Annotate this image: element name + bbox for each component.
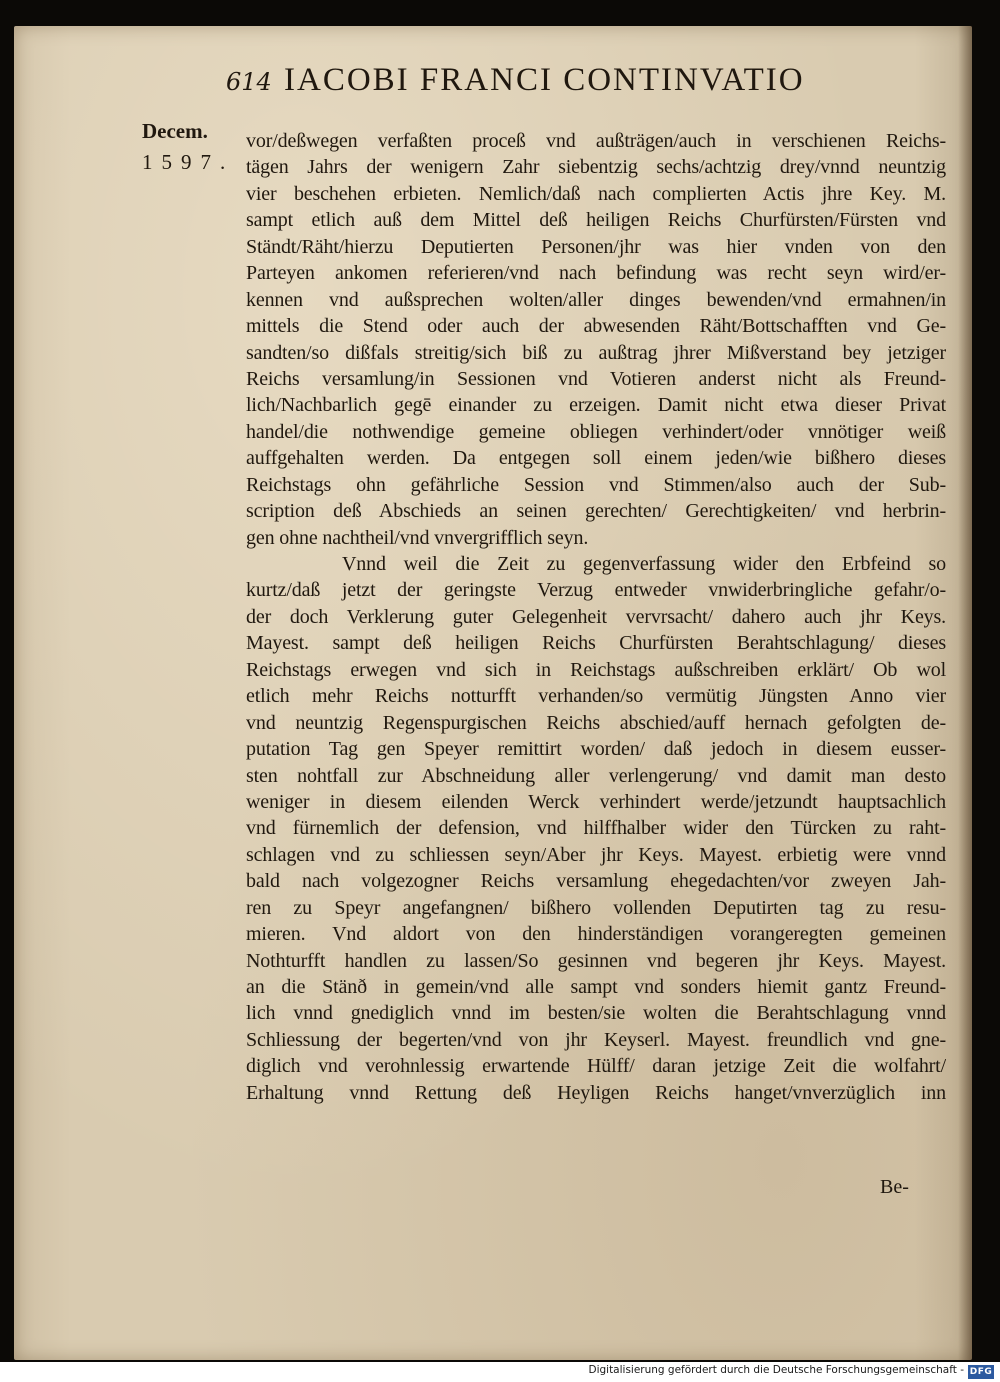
margin-year: 1597. <box>142 150 235 174</box>
text-line: diglich vnd verohnlessig erwartende Hülff/ daran jetzige Zeit die wolfahrt/ <box>246 1055 946 1078</box>
body-text <box>246 128 946 1106</box>
text-line: Mayest. sampt deß heiligen Reichs Churfürsten Berahtschlagung/ dieses <box>246 632 946 655</box>
text-line: kennen vnd außsprechen wolten/aller dinges bewenden/vnd ermahnen/in <box>246 288 946 311</box>
dfg-logo: DFG <box>969 1367 993 1377</box>
running-title: IACOBI FRANCI CONTINVATIO <box>284 62 805 98</box>
text-line: Reichstags erwegen vnd sich in Reichstags außschreiben erklärt/ Ob wol <box>246 658 946 681</box>
page-gutter-shadow <box>958 26 972 1360</box>
text-line: Reichstags ohn gefährliche Session vnd Stimmen/also auch der Sub- <box>246 473 946 496</box>
text-line: lich vnnd gnediglich vnnd im besten/sie wolten die Berahtschlagung vnnd <box>246 1002 946 1025</box>
text-line: handel/die nothwendige gemeine obliegen verhindert/oder vnnötiger weiß <box>246 420 946 443</box>
text-line: sten nohtfall zur Abschneidung aller verlengerung/ vnd damit man desto <box>246 764 946 787</box>
page-number: 614 <box>226 68 272 96</box>
text-line: sandten/so dißfals streitig/sich biß zu außtrag jhrer Mißverstand bey jetziger <box>246 341 946 364</box>
digitization-footer <box>0 1362 1000 1382</box>
text-line: Parteyen ankomen referieren/vnd nach befindung was recht seyn wird/er- <box>246 262 946 285</box>
text-line: an die Stänð in gemein/vnd alle sampt vnd sonders hiemit gantz Freund- <box>246 976 946 998</box>
text-line: putation Tag gen Speyer remittirt worden/ daß jedoch in diesem eusser- <box>246 738 946 761</box>
text-line: kurtz/daß jetzt der geringste Verzug entweder vnwiderbringliche gefahr/o- <box>246 579 946 602</box>
text-line: vnd neuntzig Regenspurgischen Reichs abschied/auff hernach gefolgten de- <box>246 711 946 734</box>
text-line: vor/deßwegen verfaßten proceß vnd außträgen/auch in verschienen Reichs- <box>246 130 946 152</box>
text-line: scription deß Abschieds an seinen gerechten/ Gerechtigkeiten/ vnd herbrin- <box>246 500 946 523</box>
text-line: schlagen vnd zu schliessen seyn/Aber jhr Keys. Mayest. erbietig were vnnd <box>246 843 946 866</box>
text-line: Vnnd weil die Zeit zu gegenverfassung wider den Erbfeind so <box>342 553 946 575</box>
margin-date-note <box>126 118 236 176</box>
text-line: sampt etlich auß dem Mittel deß heiligen Reichs Churfürsten/Fürsten vnd <box>246 209 946 232</box>
text-line: auffgehalten werden. Da entgegen soll einem jeden/wie bißhero dieses <box>246 447 946 470</box>
text-line: gen ohne nachtheil/vnd vnvergrifflich seyn. <box>246 526 589 549</box>
text-line: der doch Verklerung guter Gelegenheit vervrsacht/ dahero auch jhr Keys. <box>246 605 946 628</box>
text-line: mittels die Stend oder auch der abwesenden Räht/Bottschafften vnd Ge- <box>246 315 946 338</box>
text-line: Nothturfft handlen zu lassen/So gesinnen vnd begeren jhr Keys. Mayest. <box>246 949 946 972</box>
text-line: mieren. Vnd aldort von den hinderständigen vorangeregten gemeinen <box>246 923 946 946</box>
text-line: bald nach volgezogner Reichs versamlung ehegedachten/vor zweyen Jah- <box>246 870 946 893</box>
text-line: Reichs versamlung/in Sessionen vnd Votieren anderst nicht als Freund- <box>246 367 946 390</box>
text-line: lich/Nachbarlich gegē einander zu erzeigen. Damit nicht etwa dieser Privat <box>246 394 946 417</box>
text-line: etlich mehr Reichs notturfft verhanden/so vermütig Jüngsten Anno vier <box>246 685 946 708</box>
catchword: Be- <box>880 1176 909 1198</box>
page-header <box>226 60 866 104</box>
funding-credit: Digitalisierung gefördert durch die Deutsche Forschungsgemeinschaft - <box>588 1364 964 1376</box>
text-line: vier beschehen erbieten. Nemlich/daß nach complierten Actis jhre Key. M. <box>246 182 946 205</box>
text-line: weniger in diesem eilenden Werck verhindert werde/jetzundt hauptsachlich <box>246 790 946 813</box>
text-line: Ständt/Räht/hierzu Deputierten Personen/jhr was hier vnden von den <box>246 235 946 258</box>
text-line: vnd fürnemlich der defension, vnd hilffhalber wider den Türcken zu raht- <box>246 817 946 840</box>
text-line: Schliessung der begerten/vnd von jhr Keyserl. Mayest. freundlich vnd gne- <box>246 1028 946 1051</box>
text-line: Erhaltung vnnd Rettung deß Heyligen Reichs hanget/vnverzüglich inn <box>246 1081 946 1104</box>
margin-month: Decem. <box>142 119 208 143</box>
text-line: tägen Jahrs der wenigern Zahr siebentzig sechs/achtzig drey/vnnd neuntzig <box>246 156 946 179</box>
text-line: ren zu Speyr angefangnen/ bißhero vollenden Deputirten tag zu resu- <box>246 896 946 919</box>
